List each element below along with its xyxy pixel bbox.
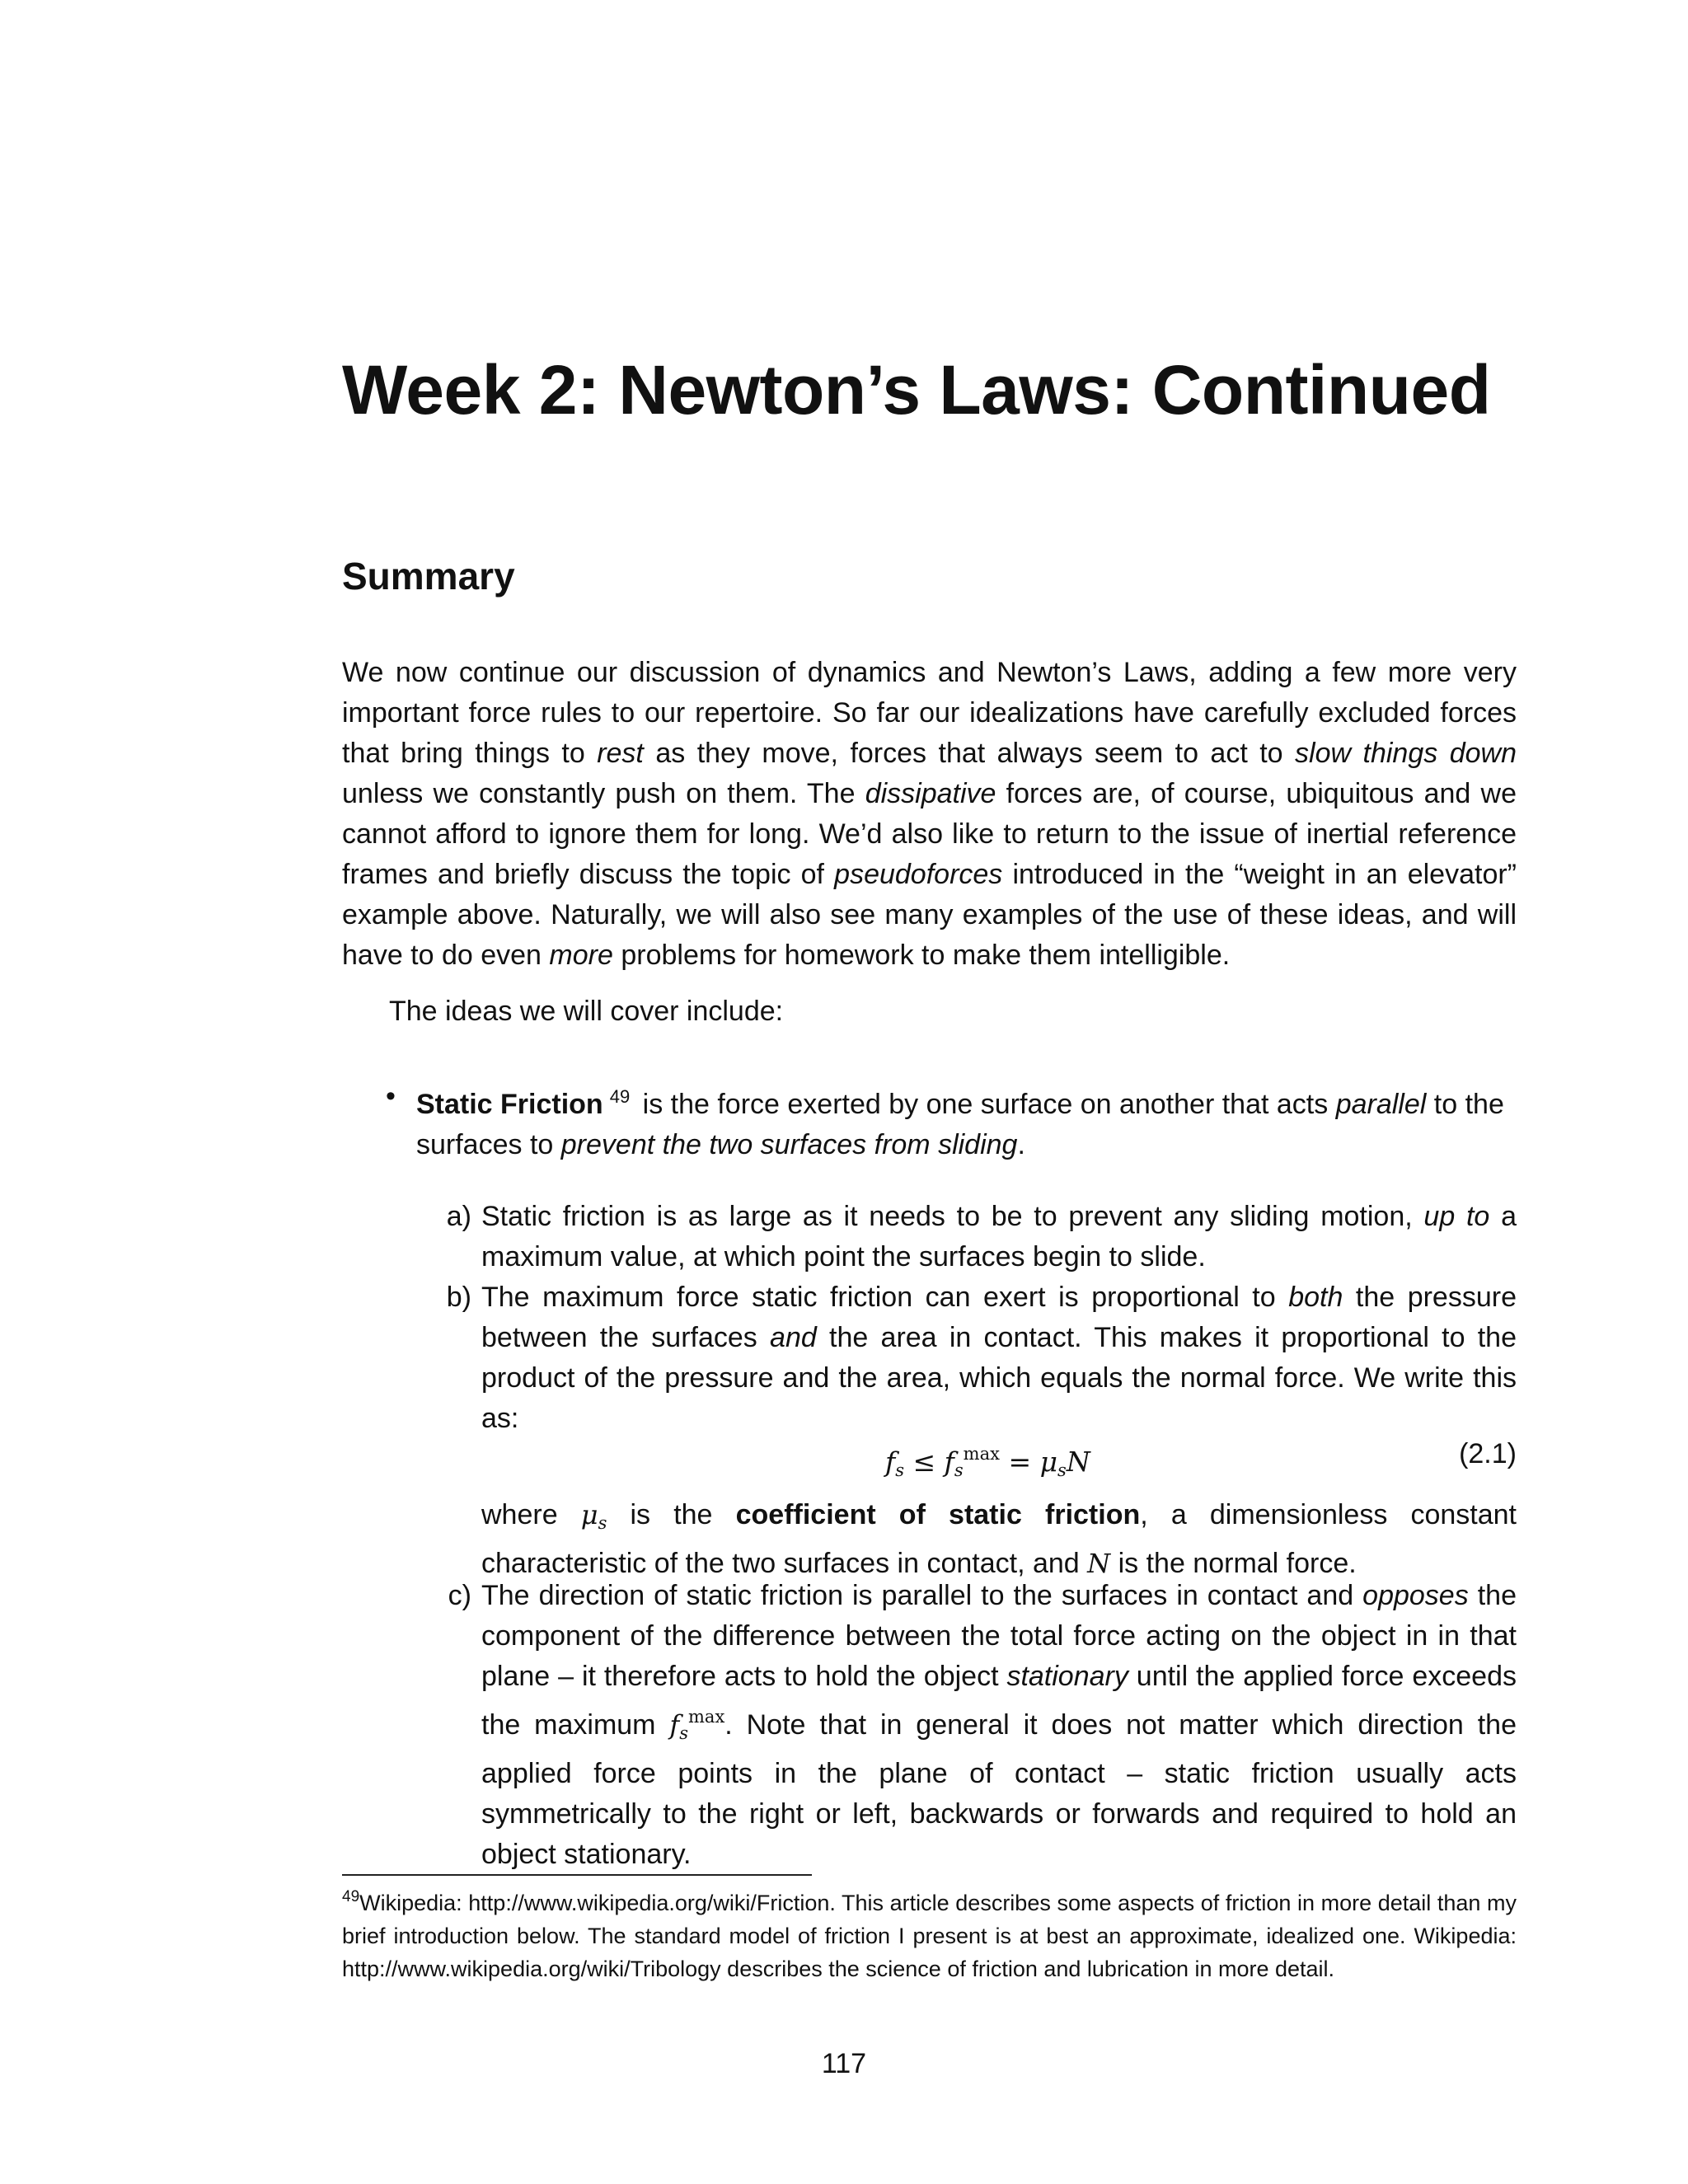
footnote-separator [342,1874,812,1876]
equation-2-1 [481,1434,1517,1480]
ideas-lead-sentence: The ideas we will cover include: [389,996,784,1027]
item-label-c: c) [448,1580,471,1611]
list-item-a: Static friction is as large as it needs to be to prevent any sliding motion, up to a maximum value, at which point the surfaces begin to slide. [481,1201,1517,1272]
static-friction-bullet: Static Friction $^{49}$ is the force exerted by one surface on another that acts parallel to the surfaces to prevent the two surfaces from sliding. [416,1086,1504,1160]
page-number: 117 [821,2048,867,2079]
list-item-b: The maximum force static friction can exert is proportional to both the pressure between the surfaces and the area in contact. This makes it proportional to the product of the pressure and the area, which equals the normal force. We write this as: [481,1282,1517,1434]
equation-expression: $f_s \le f_s^{max} = \mu_sN$ [885,1444,1090,1480]
footnote-reference[interactable]: 49 [609,1086,631,1107]
summary-paragraph: We now continue our discussion of dynamics and Newton’s Laws, adding a few more very important force rules to our repertoire. So far our idealizations have carefully excluded forces that bring things to rest as they move, forces that always seem to act to slow things down unless we constantly push on them. The dissipative forces are, of course, ubiquitous and we cannot afford to ignore them for long. We’d also like to return to the issue of inertial reference frames and briefly discuss the topic of pseudoforces introduced in the “weight in an elevator” example above. Naturally, we will also see many examples of the use of these ideas, and will have to do even more problems for homework to make them intelligible. [342,657,1517,971]
equation-number: (2.1) [1459,1438,1517,1469]
section-heading-summary: Summary [342,555,515,598]
item-label-b: b) [446,1282,471,1313]
footnote-49: $^{49}$Wikipedia: http://www.wikipedia.org/wiki/Friction. This article describes some aspects of friction in more detail than my brief introduction below. The standard model of friction I present is at best an approximate, idealized one. Wikipedia: http://www.wikipedia.org/wiki/Tribology describes the science of friction and lubrication in more detail. [342,1888,1517,1981]
bullet-marker: • [386,1080,396,1112]
item-label-a: a) [446,1201,471,1232]
list-item-c: The direction of static friction is parallel to the surfaces in contact and opposes the component of the difference between the total force acting on the object in in that plane – it therefore acts to hold the object stationary until the applied force exceeds the maximum $f_s^{max}$. Note that in general it does not matter which direction the applied force points in the plane of contact – static friction usually acts symmetrically to the right or left, backwards or forwards and required to hold an object stationary. [481,1580,1517,1870]
list-item-b-continuation: where $\mu_s$ is the coefficient of static friction, a dimensionless constant characteristic of the two surfaces in contact, and N is the normal force. [481,1499,1517,1579]
chapter-title: Week 2: Newton’s Laws: Continued [342,351,1491,429]
